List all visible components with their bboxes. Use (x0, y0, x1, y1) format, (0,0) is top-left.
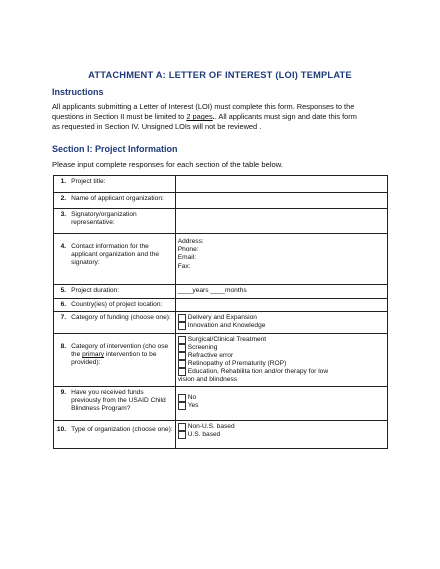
table-row (54, 334, 388, 387)
table-row (54, 299, 388, 312)
table-row (54, 387, 388, 421)
option-continuation: vision and blindness (177, 376, 238, 383)
checkbox-option[interactable]: Refractive error (178, 352, 385, 360)
phone-label: Phone: (177, 246, 199, 254)
row-label: Have you received funds previously from the USAID Child Blindness Program? (69, 387, 175, 421)
funding-category-options (175, 312, 387, 334)
checkbox-option[interactable]: Yes (178, 402, 385, 410)
organization-type-options (175, 421, 387, 449)
row-number: 3. (54, 209, 70, 234)
signatory-field[interactable] (175, 209, 387, 234)
checkbox[interactable] (178, 402, 186, 410)
table-row (54, 421, 388, 449)
instructions-heading: Instructions (52, 87, 104, 97)
instructions-line-3: as requested in Section IV. Unsigned LOIs will not be reviewed . (52, 122, 262, 132)
instructions-line-2: questions in Section II must be limited to 2 pages.. All applicants must sign and date this form (52, 112, 357, 122)
fax-label: Fax: (177, 262, 191, 270)
row-label: Project title: (69, 176, 175, 193)
row-number: 6. (54, 299, 70, 312)
table-row (54, 312, 388, 334)
organization-name-field[interactable] (175, 193, 387, 209)
checkbox[interactable] (178, 423, 186, 431)
checkbox[interactable] (178, 431, 186, 439)
checkbox[interactable] (178, 352, 186, 360)
row-label: Name of applicant organization: (69, 193, 175, 209)
row-label: Signatory/organization representative: (69, 209, 175, 234)
checkbox-option[interactable]: U.S. based (178, 431, 385, 439)
country-field[interactable] (175, 299, 387, 312)
row-number: 5. (54, 285, 70, 299)
checkbox[interactable] (178, 336, 186, 344)
table-row (54, 209, 388, 234)
intervention-category-options (175, 334, 387, 387)
row-label: Country(ies) of project location: (69, 299, 175, 312)
row-number: 8. (54, 334, 70, 387)
row-number: 9. (54, 387, 70, 421)
checkbox-option[interactable]: No (178, 394, 385, 402)
table-row (54, 285, 388, 299)
checkbox-option[interactable]: Retinopathy of Prematurity (ROP) (178, 360, 385, 368)
previous-funds-options (175, 387, 387, 421)
section1-heading: Section I: Project Information (52, 144, 178, 154)
checkbox-option[interactable]: Innovation and Knowledge (178, 322, 385, 330)
project-duration-field[interactable]: ____years ____months (175, 285, 387, 299)
section1-intro: Please input complete responses for each section of the table below. (52, 160, 283, 169)
row-number: 10. (54, 421, 70, 449)
page-limit: 2 pages (186, 112, 213, 122)
project-information-table (53, 175, 388, 449)
checkbox[interactable] (178, 322, 186, 330)
checkbox-option[interactable]: Non-U.S. based (178, 423, 385, 431)
email-label: Email: (177, 254, 197, 262)
checkbox[interactable] (178, 360, 186, 368)
project-title-field[interactable] (175, 176, 387, 193)
checkbox-option[interactable]: Surgical/Clinical Treatment (178, 336, 385, 344)
row-number: 1. (54, 176, 70, 193)
address-label: Address: (177, 238, 204, 245)
table-row (54, 176, 388, 193)
row-label: Project duration: (69, 285, 175, 299)
checkbox-option[interactable]: Education, Rehabilita tion and/or therapy for low (178, 368, 385, 376)
checkbox-option[interactable]: Screening (178, 344, 385, 352)
instructions-line-1: All applicants submitting a Letter of Interest (LOI) must complete this form. Responses to the (52, 102, 355, 111)
checkbox[interactable] (178, 344, 186, 352)
row-number: 2. (54, 193, 70, 209)
table-row (54, 234, 388, 285)
checkbox[interactable] (178, 394, 186, 402)
instructions-paragraph (52, 102, 392, 133)
row-number: 4. (54, 234, 70, 285)
checkbox-option[interactable]: Delivery and Expansion (178, 314, 385, 322)
row-label: Type of organization (choose one): (69, 421, 175, 449)
page-title: ATTACHMENT A: LETTER OF INTEREST (LOI) TEMPLATE (88, 70, 352, 80)
contact-information-field[interactable] (175, 234, 387, 285)
checkbox[interactable] (178, 314, 186, 322)
row-number: 7. (54, 312, 70, 334)
row-label: Category of intervention (cho ose the primary intervention to be provided): (69, 334, 175, 387)
table-row (54, 193, 388, 209)
checkbox[interactable] (178, 368, 186, 376)
row-label: Category of funding (choose one): (69, 312, 175, 334)
row-label: Contact information for the applicant organization and the signatory: (69, 234, 175, 285)
